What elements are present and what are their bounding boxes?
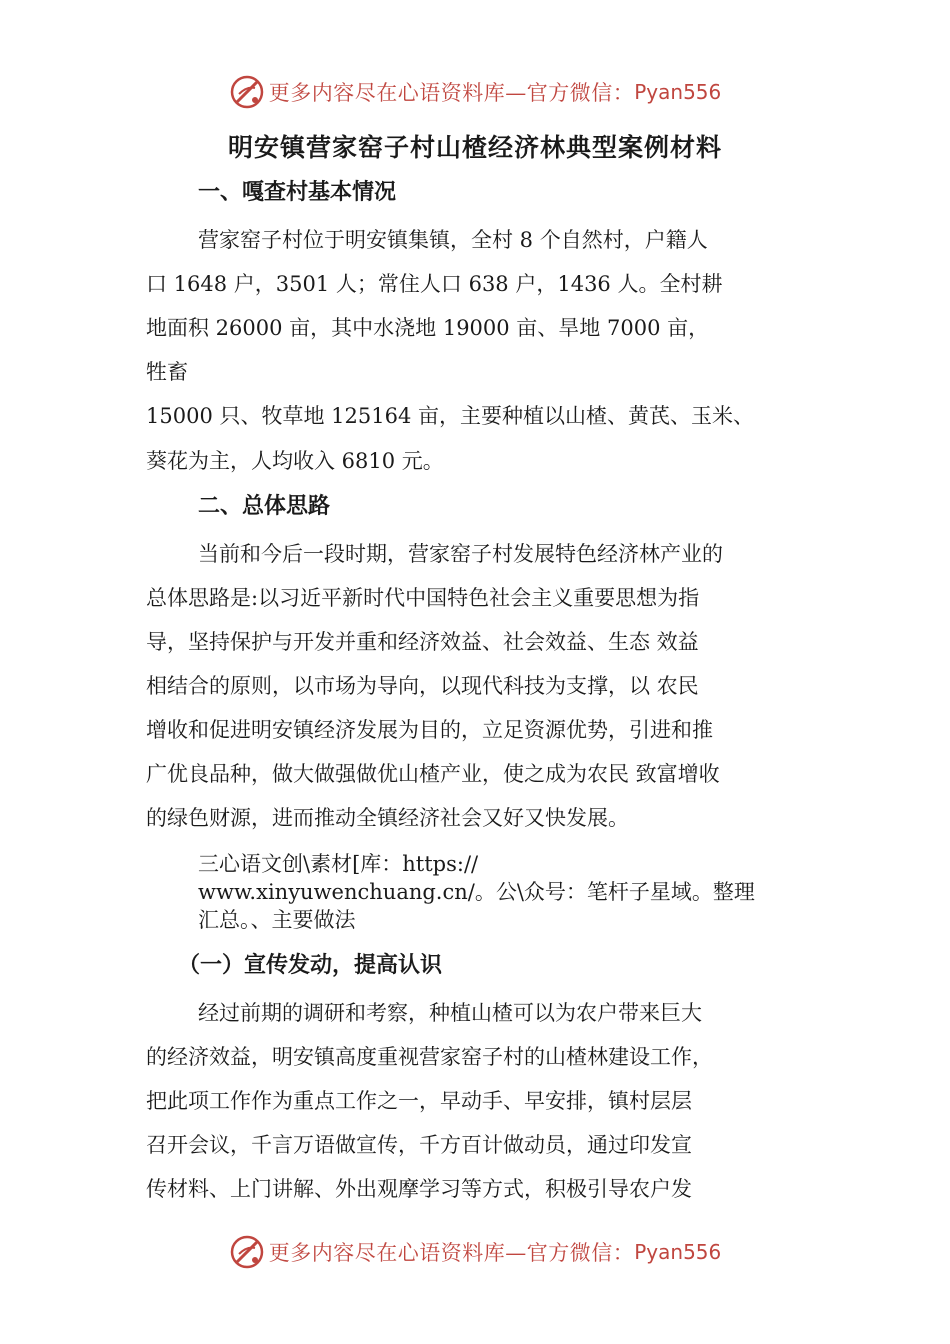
paragraph-line: 牲畜 — [146, 360, 188, 384]
watermark-text: 更多内容尽在心语资料库—官方微信： — [268, 81, 635, 105]
paragraph-line: 总体思路是:以习近平新时代中国特色社会主义重要思想为指 — [146, 586, 700, 610]
paragraph-line: 葵花为主，人均收入 6810 元。 — [146, 449, 444, 473]
watermark-text: 更多内容尽在心语资料库—官方微信： — [268, 1241, 635, 1265]
pen-logo-icon — [229, 1234, 265, 1270]
paragraph-line: 广优良品种，做大做强做优山楂产业，使之成为农民 致富增收 — [146, 762, 720, 786]
paragraph-line: 增收和促进明安镇经济发展为目的，立足资源优势，引进和推 — [146, 718, 713, 742]
watermark-account: Pyan556 — [634, 1240, 722, 1264]
paragraph-line: www.xinyuwenchuang.cn/。公\众号：笔杆子星域。整理 — [198, 880, 755, 904]
paragraph-line: 的绿色财源，进而推动全镇经济社会又好又快发展。 — [146, 806, 629, 830]
paragraph-line: 15000 只、牧草地 125164 亩，主要种植以山楂、黄芪、玉米、 — [146, 404, 754, 428]
paragraph-line: 地面积 26000 亩，其中水浇地 19000 亩、旱地 7000 亩， — [146, 316, 710, 340]
paragraph-line: 相结合的原则，以市场为导向，以现代科技为支撑，以 农民 — [146, 674, 699, 698]
subsection-heading-1: （一）宣传发动，提高认识 — [178, 953, 443, 978]
paragraph-line: 营家窑子村位于明安镇集镇，全村 8 个自然村，户籍人 — [198, 228, 708, 252]
watermark-account: Pyan556 — [634, 80, 722, 104]
paragraph-line: 把此项工作作为重点工作之一，早动手、早安排，镇村层层 — [146, 1089, 692, 1113]
paragraph-line: 经过前期的调研和考察，种植山楂可以为农户带来巨大 — [198, 1001, 702, 1025]
pen-logo-icon — [229, 74, 265, 110]
section-heading-3: 汇总。、主要做法 — [198, 908, 356, 932]
paragraph-line: 三心语文创\素材[库：https:// — [198, 852, 479, 876]
document-title: 明安镇营家窑子村山楂经济林典型案例材料 — [227, 133, 722, 162]
paragraph-line: 当前和今后一段时期，营家窑子村发展特色经济林产业的 — [198, 542, 723, 566]
paragraph-line: 导，坚持保护与开发并重和经济效益、社会效益、生态 效益 — [146, 630, 699, 654]
section-heading-1: 一、嘎查村基本情况 — [198, 180, 397, 205]
watermark-banner-top — [0, 72, 950, 112]
paragraph-line: 的经济效益，明安镇高度重视营家窑子村的山楂林建设工作， — [146, 1045, 713, 1069]
section-heading-2: 二、总体思路 — [198, 494, 331, 519]
paragraph-line: 召开会议，千言万语做宣传，千方百计做动员，通过印发宣 — [146, 1133, 692, 1157]
watermark-banner-bottom — [0, 1232, 950, 1272]
paragraph-line: 传材料、上门讲解、外出观摩学习等方式，积极引导农户发 — [146, 1177, 692, 1201]
paragraph-line: 口 1648 户，3501 人；常住人口 638 户，1436 人。全村耕 — [146, 272, 723, 296]
